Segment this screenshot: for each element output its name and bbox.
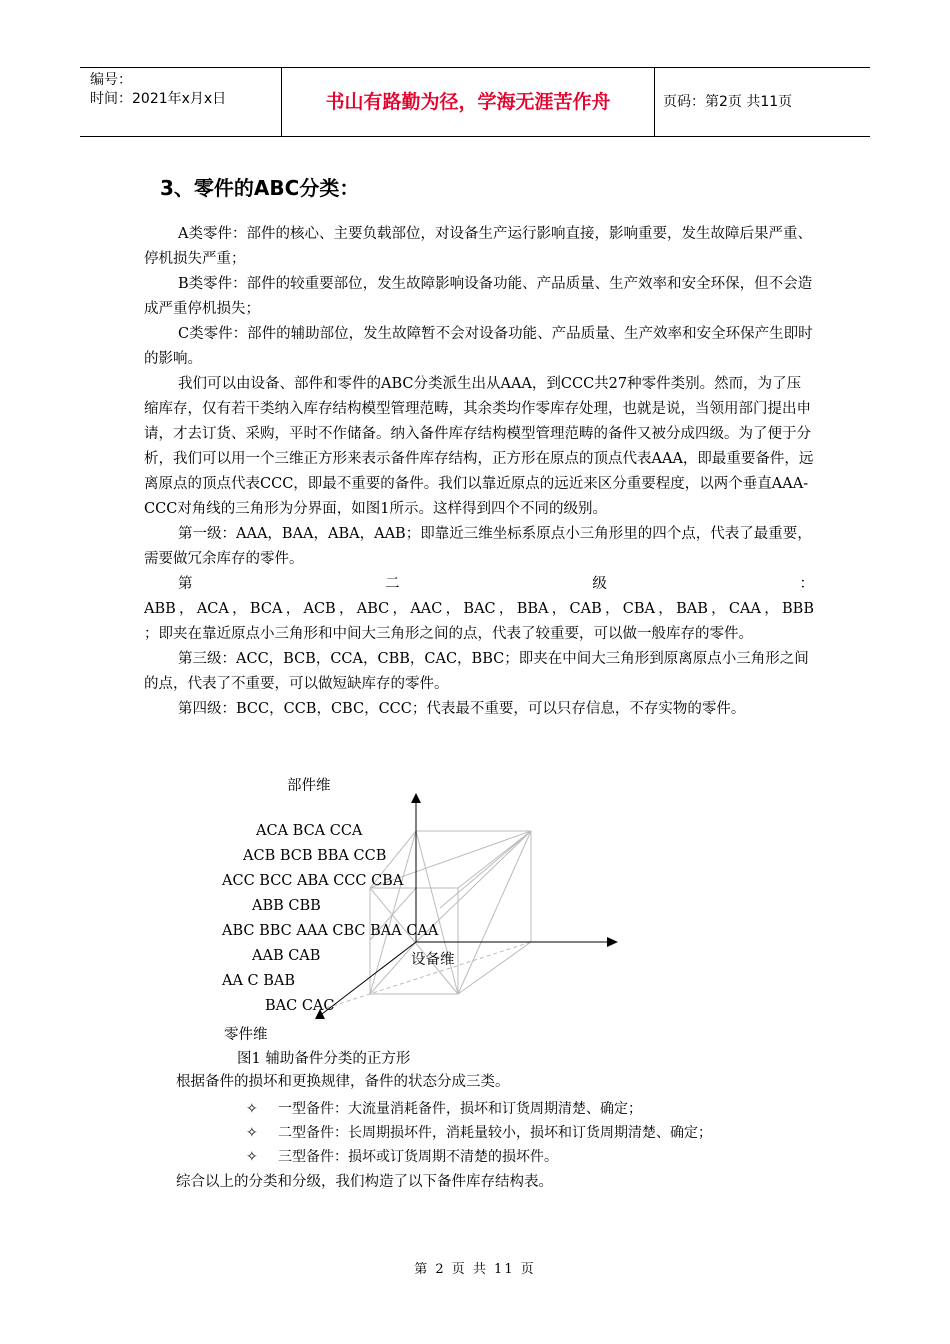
bullet-item: [246, 1122, 712, 1142]
bullet-icon: ✧: [246, 1125, 258, 1141]
bullet-icon: ✧: [246, 1149, 258, 1165]
triangle-edge: [416, 831, 458, 994]
level2-list: ABB，ACA，BCA，ACB，ABC，AAC，BAC，BBA，CAB，CBA，BAB，CAA，BBB: [144, 601, 814, 617]
page-footer: 第 2 页 共 11 页: [414, 1262, 536, 1277]
bullet-item: [246, 1146, 558, 1166]
axis-device-arrow: [607, 937, 618, 947]
cube-row-5: ABC BBC AAA CBC BAA CAA: [222, 923, 439, 939]
level2-rest: ；即夹在靠近原点小三角形和中间大三角形之间的点，代表了较重要，可以做一般库存的零件。: [144, 626, 753, 642]
triangle-edge: [458, 831, 531, 994]
number-label: 编号：: [90, 72, 132, 88]
triangle-edge: [440, 831, 531, 908]
cube-row-6: AAB CAB: [252, 948, 321, 964]
axis-component-label: 零件维: [224, 1027, 268, 1043]
axis-part-arrow: [411, 793, 421, 803]
cube-row-7: AA C BAB: [222, 973, 296, 989]
header-page-info: 页码：第2页 共11页: [663, 94, 793, 110]
status-intro: 根据备件的损坏和更换规律，备件的状态分成三类。: [176, 1074, 510, 1090]
cube-edge: [458, 942, 531, 994]
cube-row-4: ABB CBB: [252, 898, 321, 914]
axis-component: [322, 942, 416, 1014]
paragraph-abc-model: 我们可以由设备、部件和零件的ABC分类派生出从AAA，到CCC共27种零件类别。然而，为了压缩库存，仅有若干类纳入库存结构模型管理范畴，其余类均作零库存处理，也就是说，当领用部门提出申请，才去订货、采购，平时不作储备。纳入备件库存结构模型管理范畴的备件又被分成四级。为了便于分析，我们可以用一个三维正方形来表示备件库存结构，正方形在原点的顶点代表AAA，即最重要备件，远离原点的顶点代表CCC，即最不重要的备件。我们以靠近原点的远近来区分重要程度，以两个垂直AAA-CCC对角线的三角形为分界面，如图1所示。这样得到四个不同的级别。: [144, 376, 814, 517]
paragraph-level3: 第三级：ACC，BCB，CCA，CBB，CAC，BBC；即夹在中间大三角形到原离原点小三角形之间的点，代表了不重要，可以做短缺库存的零件。: [144, 651, 809, 692]
level2-heading-2: 二: [385, 576, 400, 592]
bullet-text: 一型备件：大流量消耗备件，损坏和订货周期清楚、确定；: [278, 1101, 642, 1117]
paragraph-level4: 第四级：BCC，CCB，CBC，CCC；代表最不重要，可以只存信息，不存实物的零件。: [178, 701, 746, 717]
level2-heading-1: 第: [178, 576, 193, 592]
paragraph-a: A类零件：部件的核心、主要负载部位，对设备生产运行影响直接，影响重要，发生故障后果严重、停机损失严重；: [144, 226, 812, 267]
header-motto: 书山有路勤为径，学海无涯苦作舟: [281, 68, 655, 136]
cube-edge: [458, 831, 531, 888]
cube-row-3: ACC BCC ABA CCC CBA: [222, 873, 404, 889]
paragraph-c: C类零件：部件的辅助部位，发生故障暂不会对设备功能、产品质量、生产效率和安全环保产生即时的影响。: [144, 326, 813, 367]
paragraph-b: B类零件：部件的较重要部位，发生故障影响设备功能、产品质量、生产效率和安全环保，但不会造成严重停机损失；: [144, 276, 813, 317]
section-title: 3、零件的ABC分类：: [160, 176, 360, 200]
bullet-item: [246, 1098, 642, 1118]
axis-part-label: 部件维: [287, 778, 331, 794]
paragraph-level1: 第一级：AAA，BAA，ABA，AAB；即靠近三维坐标系原点小三角形里的四个点，代表了最重要，需要做冗余库存的零件。: [144, 526, 812, 567]
cube-row-8: BAC CAC: [265, 998, 335, 1014]
level2-heading-4: ：: [799, 576, 814, 592]
axis-device-label: 设备维: [411, 952, 455, 968]
cube-row-2: ACB BCB BBA CCB: [243, 848, 387, 864]
bullet-text: 二型备件：长周期损坏件，消耗量较小，损坏和订货周期清楚、确定；: [278, 1125, 712, 1141]
figure-caption: 图1 辅助备件分类的正方形: [237, 1051, 411, 1067]
conclusion: 综合以上的分类和分级，我们构造了以下备件库存结构表。: [176, 1174, 553, 1190]
date-line: 时间：2021年x月x日: [90, 91, 227, 107]
bullet-text: 三型备件：损坏或订货周期不清楚的损坏件。: [278, 1149, 558, 1165]
cube-row-1: ACA BCA CCA: [256, 823, 363, 839]
level2-heading-3: 级: [592, 576, 607, 592]
bullet-icon: ✧: [246, 1101, 258, 1117]
